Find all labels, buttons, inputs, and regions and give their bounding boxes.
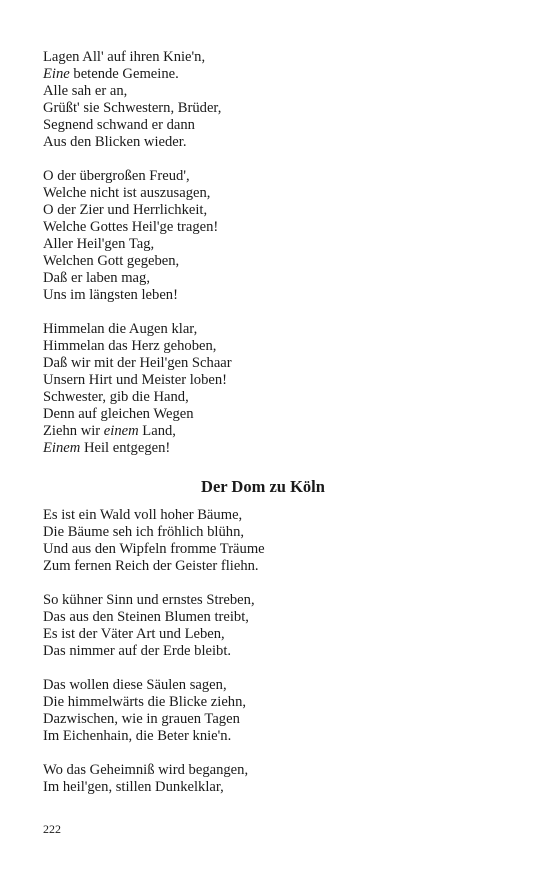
text-segment: Die Bäume seh ich fröhlich blühn, bbox=[43, 524, 245, 540]
verse-line bbox=[43, 168, 483, 185]
text-segment: Welche Gottes Heil'ge tragen! bbox=[43, 219, 219, 235]
stanza bbox=[43, 592, 483, 660]
text-segment: Schwester, gib die Hand, bbox=[43, 389, 189, 405]
text-segment: Grüßt' sie Schwestern, Brüder, bbox=[43, 100, 222, 116]
text-segment: Unsern Hirt und Meister loben! bbox=[43, 372, 228, 388]
text-segment: Das aus den Steinen Blumen treibt, bbox=[43, 609, 249, 625]
text-segment: Welchen Gott gegeben, bbox=[43, 253, 180, 269]
text-segment: Es ist ein Wald voll hoher Bäume, bbox=[43, 507, 243, 523]
text-segment: Welche nicht ist auszusagen, bbox=[43, 185, 211, 201]
text-segment: O der übergroßen Freud', bbox=[43, 168, 190, 184]
text-segment: Zum fernen Reich der Geister fliehn. bbox=[43, 558, 259, 574]
text-segment: Denn auf gleichen Wegen bbox=[43, 406, 194, 422]
text-segment: Uns im längsten leben! bbox=[43, 287, 178, 303]
text-segment: Die himmelwärts die Blicke ziehn, bbox=[43, 694, 247, 710]
text-segment: Himmelan das Herz gehoben, bbox=[43, 338, 217, 354]
text-segment: So kühner Sinn und ernstes Streben, bbox=[43, 592, 255, 608]
text-segment: Aus den Blicken wieder. bbox=[43, 134, 187, 150]
poem-title: Der Dom zu Köln bbox=[201, 477, 325, 496]
verse-line bbox=[43, 100, 483, 117]
text-segment: O der Zier und Herrlichkeit, bbox=[43, 202, 208, 218]
verse-line bbox=[43, 389, 483, 406]
verse-line bbox=[43, 507, 483, 524]
verse-line bbox=[43, 117, 483, 134]
verse-line bbox=[43, 134, 483, 151]
verse-line bbox=[43, 372, 483, 389]
text-segment: Land, bbox=[138, 423, 176, 439]
text-segment: Himmelan die Augen klar, bbox=[43, 321, 198, 337]
verse-line bbox=[43, 779, 483, 796]
text-segment: Im Eichenhain, die Beter knie'n. bbox=[43, 728, 232, 744]
verse-line bbox=[43, 83, 483, 100]
verse-line bbox=[43, 355, 483, 372]
text-segment: Das wollen diese Säulen sagen, bbox=[43, 677, 227, 693]
verse-line bbox=[43, 66, 483, 83]
text-segment: Lagen All' auf ihren Knie'n, bbox=[43, 49, 206, 65]
verse-line bbox=[43, 643, 483, 660]
verse-line bbox=[43, 406, 483, 423]
verse-line bbox=[43, 321, 483, 338]
stanza bbox=[43, 168, 483, 304]
verse-line bbox=[43, 677, 483, 694]
text-segment: Alle sah er an, bbox=[43, 83, 128, 99]
italic-text: Eine bbox=[43, 66, 70, 82]
poem-1-continuation bbox=[43, 49, 483, 457]
text-segment: Das nimmer auf der Erde bleibt. bbox=[43, 643, 232, 659]
verse-line bbox=[43, 592, 483, 609]
text-segment: Daß wir mit der Heil'gen Schaar bbox=[43, 355, 232, 371]
text-segment: Segnend schwand er dann bbox=[43, 117, 195, 133]
verse-line bbox=[43, 694, 483, 711]
text-segment: Ziehn wir bbox=[43, 423, 104, 439]
text-segment: Heil entgegen! bbox=[80, 440, 171, 456]
text-segment: Dazwischen, wie in grauen Tagen bbox=[43, 711, 240, 727]
stanza bbox=[43, 321, 483, 457]
text-segment: Und aus den Wipfeln fromme Träume bbox=[43, 541, 265, 557]
italic-text: einem bbox=[103, 423, 139, 439]
verse-line bbox=[43, 236, 483, 253]
verse-line bbox=[43, 626, 483, 643]
verse-line bbox=[43, 558, 483, 575]
verse-line bbox=[43, 440, 483, 457]
verse-line bbox=[43, 423, 483, 440]
page-number: 222 bbox=[43, 822, 61, 836]
stanza bbox=[43, 762, 483, 796]
italic-text: Einem bbox=[43, 440, 81, 456]
text-segment: Daß er laben mag, bbox=[43, 270, 150, 286]
verse-line bbox=[43, 270, 483, 287]
verse-line bbox=[43, 49, 483, 66]
verse-line bbox=[43, 541, 483, 558]
verse-line bbox=[43, 185, 483, 202]
verse-line bbox=[43, 253, 483, 270]
text-segment: Im heil'gen, stillen Dunkelklar, bbox=[43, 779, 224, 795]
verse-line bbox=[43, 219, 483, 236]
verse-line bbox=[43, 338, 483, 355]
stanza bbox=[43, 507, 483, 575]
text-segment: Es ist der Väter Art und Leben, bbox=[43, 626, 225, 642]
verse-line bbox=[43, 711, 483, 728]
text-segment: Aller Heil'gen Tag, bbox=[43, 236, 155, 252]
stanza bbox=[43, 677, 483, 745]
text-segment: Wo das Geheimniß wird begangen, bbox=[43, 762, 249, 778]
verse-line bbox=[43, 609, 483, 626]
verse-line bbox=[43, 762, 483, 779]
text-block bbox=[43, 49, 483, 796]
verse-line bbox=[43, 202, 483, 219]
verse-line bbox=[43, 524, 483, 541]
verse-line bbox=[43, 287, 483, 304]
verse-line bbox=[43, 728, 483, 745]
text-segment: betende Gemeine. bbox=[69, 66, 179, 82]
poem-2 bbox=[43, 507, 483, 796]
stanza bbox=[43, 49, 483, 151]
